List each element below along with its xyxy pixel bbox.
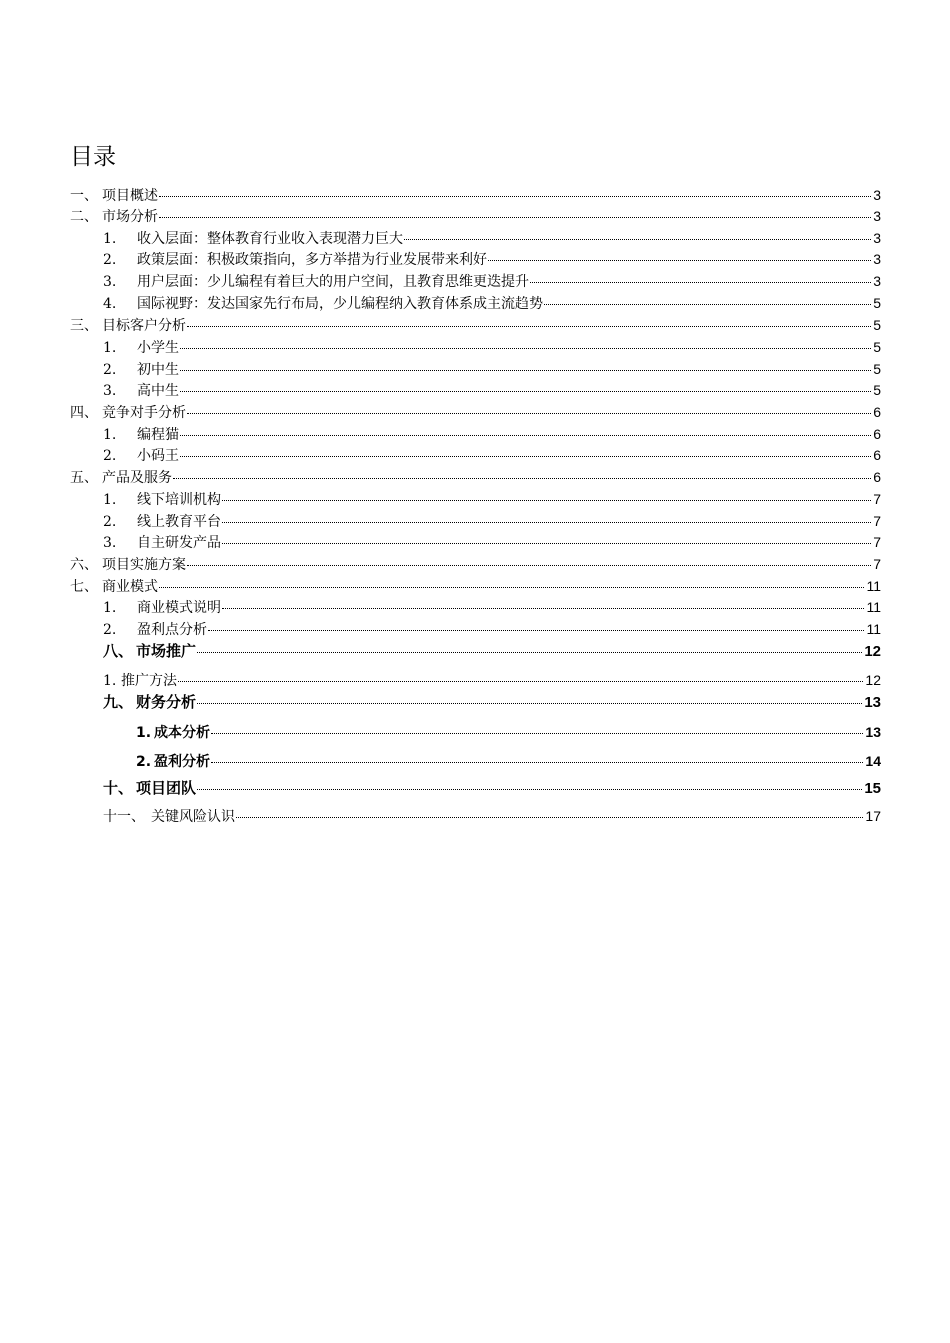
dot-leader [197, 703, 862, 704]
toc-entry-number: 八、 [103, 642, 134, 660]
dot-leader [488, 260, 871, 261]
dot-leader [159, 196, 871, 197]
toc-entry-number: 三、 [70, 318, 98, 334]
toc-entry[interactable] [103, 337, 881, 357]
toc-entry-number: 五、 [70, 470, 98, 486]
toc-entry[interactable] [103, 293, 881, 313]
dot-leader [197, 789, 862, 790]
toc-entry-page-number: 3 [873, 273, 881, 289]
dot-leader [222, 500, 871, 501]
toc-entry-label: 关键风险认识 [151, 809, 235, 825]
toc-entry-number: 1. [103, 340, 117, 356]
toc-entry-label: 小码王 [137, 448, 179, 464]
toc-entry-number: 2. [136, 754, 152, 770]
toc-entry-label: 收入层面：整体教育行业收入表现潜力巨大 [137, 231, 403, 247]
toc-entry-number: 1. [103, 231, 117, 247]
toc-entry-number: 四、 [70, 405, 98, 421]
toc-entry[interactable] [103, 424, 881, 444]
toc-entry-number: 1. [136, 725, 152, 741]
toc-entry-page-number: 7 [873, 556, 881, 572]
dot-leader [180, 370, 871, 371]
toc-entry[interactable] [103, 445, 881, 465]
toc-entry-page-number: 3 [873, 230, 881, 246]
toc-entry[interactable] [103, 778, 881, 798]
toc-entry-label: 高中生 [137, 383, 179, 399]
toc-entry-label: 编程猫 [137, 427, 179, 443]
toc-entry-page-number: 3 [873, 251, 881, 267]
toc-entry-number: 2. [103, 252, 117, 268]
toc-entry-number: 一、 [70, 188, 98, 204]
dot-leader [187, 413, 871, 414]
toc-entry-page-number: 6 [873, 469, 881, 485]
toc-entry-label: 市场分析 [102, 209, 158, 225]
toc-entry-number: 六、 [70, 557, 98, 573]
dot-leader [187, 326, 871, 327]
toc-entry-page-number: 3 [873, 208, 881, 224]
toc-entry-number: 1. [103, 427, 117, 443]
toc-entry-label: 线下培训机构 [137, 492, 221, 508]
dot-leader [236, 817, 863, 818]
toc-entry-page-number: 5 [873, 317, 881, 333]
toc-entry-label: 财务分析 [136, 693, 197, 711]
toc-entry-label: 商业模式 [102, 579, 158, 595]
toc-entry-label: 初中生 [137, 362, 179, 378]
toc-entry[interactable] [103, 532, 881, 552]
dot-leader [404, 239, 871, 240]
toc-entry-page-number: 13 [864, 694, 881, 711]
toc-entry[interactable] [103, 359, 881, 379]
dot-leader [197, 652, 862, 653]
toc-entry[interactable] [103, 619, 881, 639]
toc-entry-number: 4. [103, 296, 117, 312]
toc-entry-number: 2. [103, 448, 117, 464]
toc-entry[interactable] [70, 315, 881, 335]
toc-entry-number: 1. [103, 492, 117, 508]
toc-entry[interactable] [103, 228, 881, 248]
toc-entry[interactable] [103, 489, 881, 509]
toc-entry[interactable] [103, 670, 881, 690]
dot-leader [180, 391, 871, 392]
toc-entry[interactable] [103, 271, 881, 291]
toc-entry-number: 2. [103, 514, 117, 530]
toc-entry[interactable] [103, 597, 881, 617]
dot-leader [222, 608, 864, 609]
toc-entry-label: 用户层面：少儿编程有着巨大的用户空间，且教育思维更迭提升 [137, 274, 529, 290]
toc-entry-number: 七、 [70, 579, 98, 595]
dot-leader [180, 456, 871, 457]
toc-entry-page-number: 5 [873, 361, 881, 377]
toc-entry-page-number: 12 [864, 643, 881, 660]
toc-entry[interactable] [70, 185, 881, 205]
toc-entry[interactable] [103, 511, 881, 531]
toc-entry-label: 国际视野：发达国家先行布局，少儿编程纳入教育体系成主流趋势 [137, 296, 543, 312]
toc-entry-label: 自主研发产品 [137, 535, 221, 551]
toc-entry-label: 商业模式说明 [137, 600, 221, 616]
dot-leader [211, 733, 863, 734]
toc-entry-label: 产品及服务 [102, 470, 172, 486]
dot-leader [180, 435, 871, 436]
toc-title: 目录 [70, 144, 116, 170]
toc-entry[interactable] [70, 576, 881, 596]
toc-entry-page-number: 3 [873, 187, 881, 203]
toc-entry-page-number: 11 [866, 578, 881, 594]
toc-entry-label: 线上教育平台 [137, 514, 221, 530]
toc-entry-page-number: 6 [873, 426, 881, 442]
dot-leader [530, 282, 871, 283]
toc-entry-label: 目标客户分析 [102, 318, 186, 334]
toc-entry-number: 十、 [103, 779, 134, 797]
toc-entry-label: 市场推广 [136, 642, 197, 660]
toc-entry-label: 盈利分析 [154, 754, 210, 770]
dot-leader [211, 762, 863, 763]
toc-entry-number: 1. [103, 673, 117, 689]
dot-leader [159, 217, 871, 218]
toc-entry-page-number: 11 [866, 621, 881, 637]
toc-entry[interactable] [103, 380, 881, 400]
toc-entry-number: 3. [103, 383, 117, 399]
toc-entry[interactable] [136, 751, 881, 771]
toc-entry-page-number: 13 [865, 724, 881, 740]
dot-leader [180, 348, 871, 349]
toc-entry-page-number: 7 [873, 513, 881, 529]
dot-leader [208, 630, 864, 631]
toc-entry[interactable] [70, 206, 881, 226]
toc-entry[interactable] [103, 249, 881, 269]
toc-entry-number: 2. [103, 622, 117, 638]
toc-entry-number: 3. [103, 535, 117, 551]
toc-entry-number: 2. [103, 362, 117, 378]
toc-entry-page-number: 12 [865, 672, 881, 688]
toc-entry[interactable] [103, 692, 881, 712]
toc-entry-label: 小学生 [137, 340, 179, 356]
toc-entry-page-number: 15 [864, 780, 881, 797]
toc-entry-page-number: 7 [873, 491, 881, 507]
dot-leader [187, 565, 871, 566]
toc-entry[interactable] [136, 722, 881, 742]
toc-entry-number: 二、 [70, 209, 98, 225]
toc-entry-label: 竞争对手分析 [102, 405, 186, 421]
toc-entry-label: 项目团队 [136, 779, 197, 797]
toc-entry-page-number: 14 [865, 753, 881, 769]
toc-entry[interactable] [70, 467, 881, 487]
toc-entry-number: 十一、 [103, 809, 145, 825]
toc-entry[interactable] [70, 402, 881, 422]
dot-leader [222, 543, 871, 544]
toc-entry-page-number: 7 [873, 534, 881, 550]
toc-entry-label: 项目实施方案 [102, 557, 186, 573]
dot-leader [173, 478, 871, 479]
toc-entry[interactable] [70, 554, 881, 574]
dot-leader [222, 522, 871, 523]
toc-entry-number: 1. [103, 600, 117, 616]
toc-entry[interactable] [103, 806, 881, 826]
toc-entry-number: 3. [103, 274, 117, 290]
toc-entry-page-number: 5 [873, 295, 881, 311]
dot-leader [159, 587, 864, 588]
toc-entry-page-number: 11 [866, 599, 881, 615]
toc-entry-page-number: 6 [873, 447, 881, 463]
dot-leader [544, 304, 871, 305]
toc-entry-label: 政策层面：积极政策指向，多方举措为行业发展带来利好 [137, 252, 487, 268]
toc-entry-number: 九、 [103, 693, 134, 711]
toc-entry-page-number: 5 [873, 382, 881, 398]
toc-entry-page-number: 17 [865, 808, 881, 824]
toc-entry-label: 项目概述 [102, 188, 158, 204]
dot-leader [178, 681, 863, 682]
toc-entry-page-number: 6 [873, 404, 881, 420]
toc-entry-label: 成本分析 [154, 725, 210, 741]
toc-entry[interactable] [103, 641, 881, 661]
toc-entry-label: 推广方法 [121, 673, 177, 689]
toc-entry-page-number: 5 [873, 339, 881, 355]
toc-entry-label: 盈利点分析 [137, 622, 207, 638]
